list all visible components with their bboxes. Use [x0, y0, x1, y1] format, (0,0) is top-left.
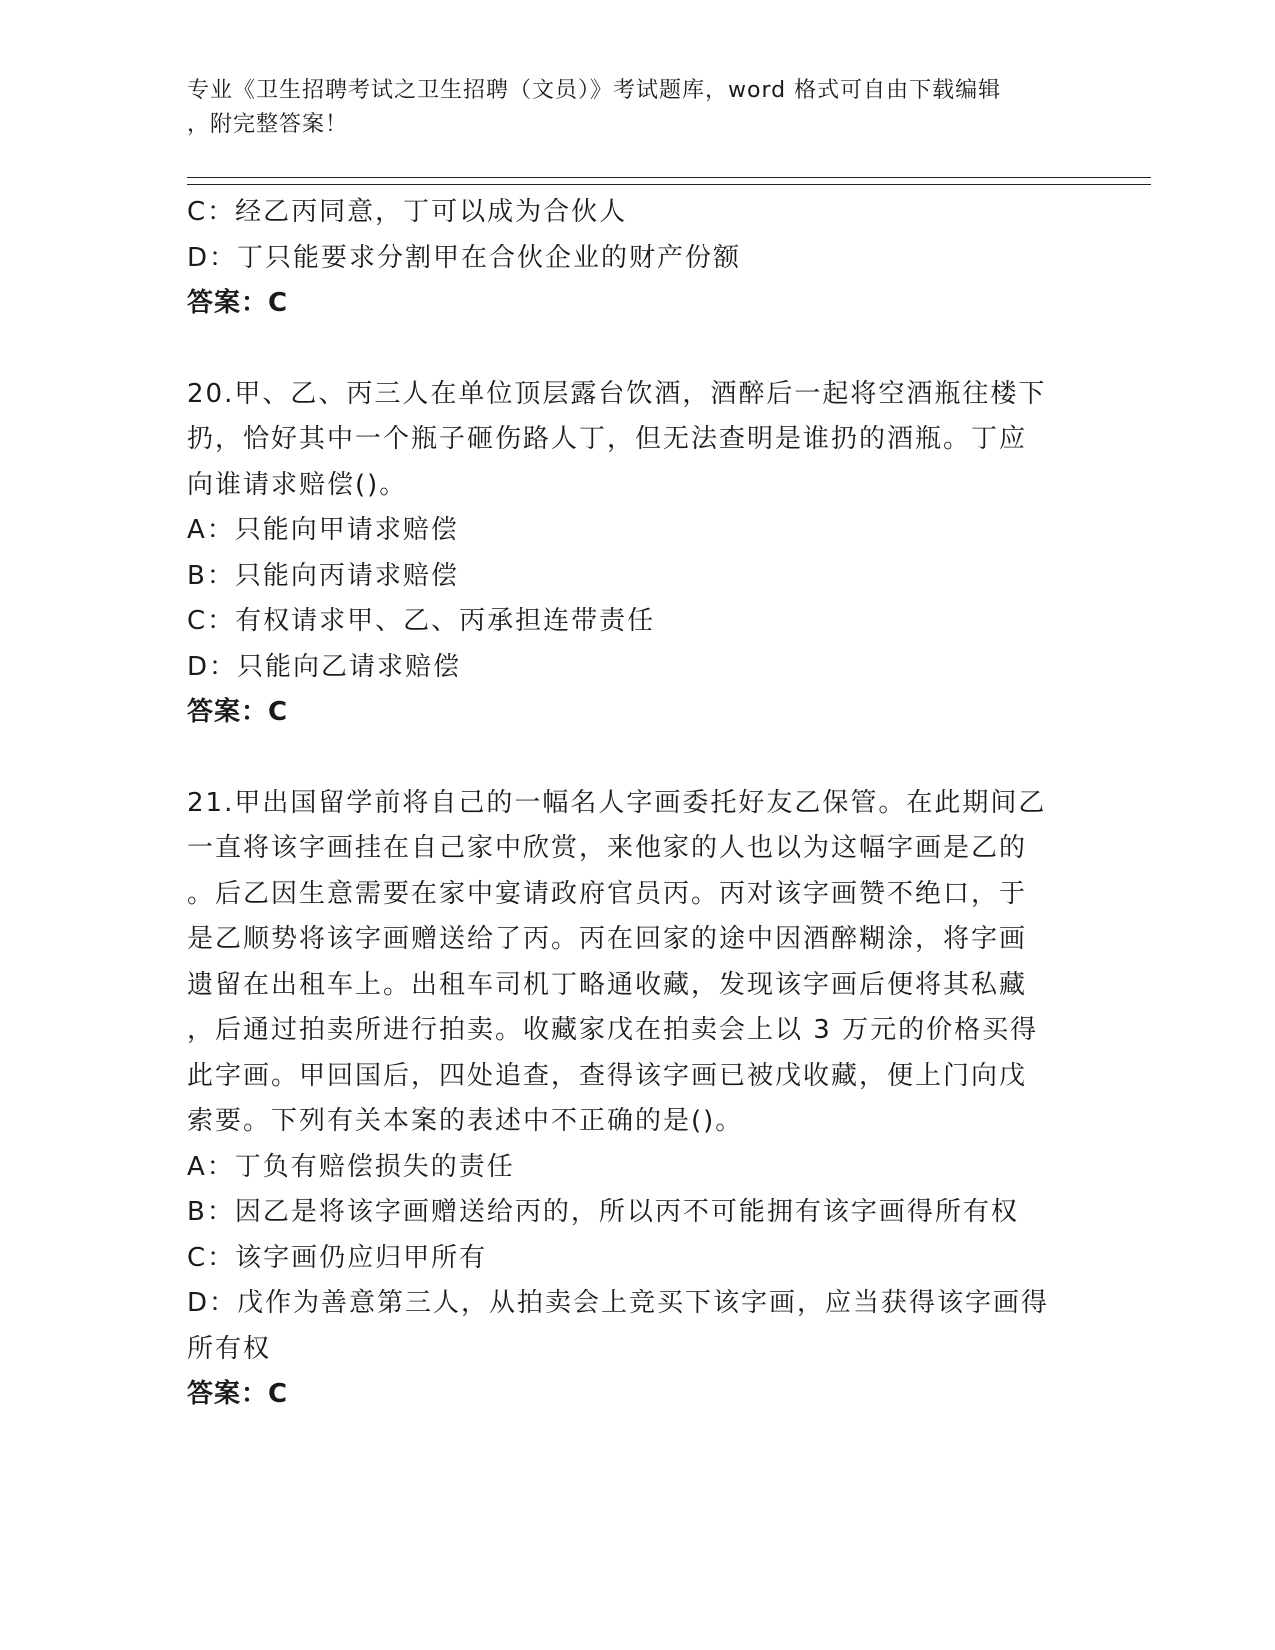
answer: 答案：C: [187, 1379, 289, 1409]
header-rule-bottom: [187, 184, 1151, 185]
question-stem-line: 。后乙因生意需要在家中宴请政府官员丙。丙对该字画赞不绝口，于: [187, 878, 1028, 909]
option-b: B：因乙是将该字画赠送给丙的，所以丙不可能拥有该字画得所有权: [187, 1197, 1019, 1227]
question-stem-line: 是乙顺势将该字画赠送给了丙。丙在回家的途中因酒醉糊涂，将字画: [187, 924, 1028, 954]
document-header: [187, 74, 1067, 142]
answer: 答案：C: [187, 288, 289, 318]
option-a: A：丁负有赔偿损失的责任: [187, 1151, 515, 1182]
option-d: D：只能向乙请求赔偿: [187, 651, 462, 682]
question-stem-line: 此字画。甲回国后，四处追查，查得该字画已被戊收藏，便上门向戊: [187, 1060, 1028, 1091]
question-stem-line: 索要。下列有关本案的表述中不正确的是()。: [187, 1106, 744, 1136]
option-d-continued: 所有权: [187, 1333, 272, 1364]
question-stem-line: 向谁请求赔偿()。: [187, 469, 408, 500]
question-stem-line: ，后通过拍卖所进行拍卖。收藏家戊在拍卖会上以 3 万元的价格买得: [187, 1015, 1039, 1045]
option-d: D：丁只能要求分割甲在合伙企业的财产份额: [187, 242, 742, 273]
question-stem-line: 20.甲、乙、丙三人在单位顶层露台饮酒，酒醉后一起将空酒瓶往楼下: [187, 378, 1047, 409]
option-b: B：只能向丙请求赔偿: [187, 560, 459, 591]
answer: 答案：C: [187, 697, 289, 727]
question-spacer: [187, 327, 1087, 372]
question-stem-line: 21.甲出国留学前将自己的一幅名人字画委托好友乙保管。在此期间乙: [187, 787, 1047, 818]
question-20: [187, 372, 1087, 736]
header-rule-top: [187, 177, 1151, 178]
question-stem-line: 扔，恰好其中一个瓶子砸伤路人丁，但无法查明是谁扔的酒瓶。丁应: [187, 424, 1028, 454]
option-d: D：戊作为善意第三人，从拍卖会上竞买下该字画，应当获得该字画得: [187, 1288, 1050, 1318]
option-c: C：该字画仍应归甲所有: [187, 1242, 488, 1273]
option-a: A：只能向甲请求赔偿: [187, 515, 459, 545]
question-content: [187, 190, 1087, 1418]
question-spacer: [187, 736, 1087, 781]
question-21: [187, 781, 1087, 1418]
option-c: C：经乙丙同意，丁可以成为合伙人: [187, 197, 628, 227]
previous-question-tail: [187, 190, 1087, 327]
header-line-1: 专业《卫生招聘考试之卫生招聘（文员）》考试题库，word 格式可自由下载编辑: [187, 78, 1002, 103]
question-stem-line: 遗留在出租车上。出租车司机丁略通收藏，发现该字画后便将其私藏: [187, 969, 1028, 1000]
header-line-2: ，附完整答案！: [187, 112, 349, 137]
question-stem-line: 一直将该字画挂在自己家中欣赏，来他家的人也以为这幅字画是乙的: [187, 833, 1028, 863]
option-c: C：有权请求甲、乙、丙承担连带责任: [187, 606, 656, 636]
